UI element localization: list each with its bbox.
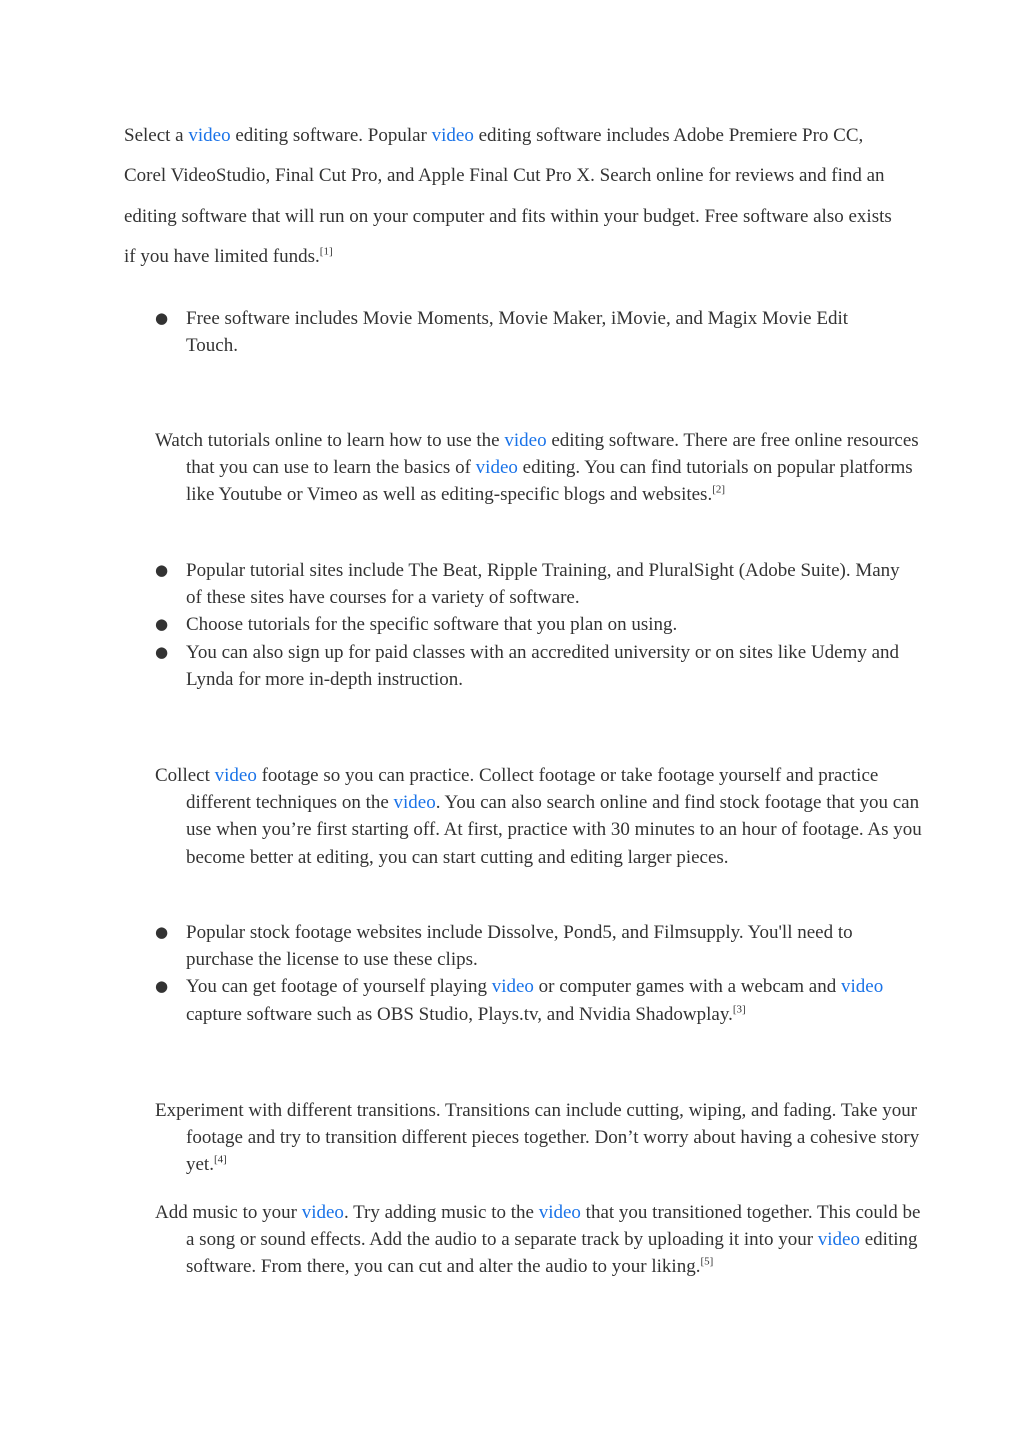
list-item: ● You can get footage of yourself playing video or computer games with a webcam and video capture software such as OBS Studio, Plays.tv, and Nvidia Shadowplay.[3] bbox=[155, 973, 900, 1027]
bullet-icon: ● bbox=[155, 642, 169, 661]
video-link[interactable]: video bbox=[301, 1202, 344, 1223]
video-link[interactable]: video bbox=[538, 1202, 581, 1223]
video-link[interactable]: video bbox=[393, 792, 436, 814]
list-item: ● Free software includes Movie Moments, Movie Maker, iMovie, and Magix Movie Edit Touch. bbox=[155, 305, 900, 359]
text: editing software. Popular bbox=[230, 125, 432, 146]
video-link[interactable]: video bbox=[431, 125, 474, 146]
tutorials-bullet-list bbox=[155, 557, 900, 693]
bullet-icon: ● bbox=[155, 977, 169, 996]
footage-bullet-list bbox=[155, 919, 900, 1028]
bullet-icon: ● bbox=[155, 561, 169, 579]
reference-marker[interactable]: [1] bbox=[319, 245, 333, 258]
video-link[interactable]: video bbox=[188, 125, 231, 146]
intro-paragraph bbox=[124, 116, 904, 277]
video-link[interactable]: video bbox=[817, 1229, 860, 1251]
list-item: ● Popular stock footage websites include Dissolve, Pond5, and Filmsupply. You'll need to purchase the license to use these clips. bbox=[155, 919, 900, 973]
video-link[interactable]: video bbox=[504, 430, 547, 451]
music-paragraph: Add music to your video. Try adding music to the video that you transitioned together. This could be a song or sound effects. Add the audio to a separate track by uploading it into your video editing software. From there, you can cut and alter the audio to your liking.[5] bbox=[155, 1202, 921, 1278]
list-item: ● Popular tutorial sites include The Beat, Ripple Training, and PluralSight (Adobe Suite). Many of these sites have courses for a variety of software. bbox=[155, 557, 900, 611]
bullet-icon: ● bbox=[155, 923, 169, 941]
bullet-icon: ● bbox=[155, 615, 169, 634]
video-link[interactable]: video bbox=[491, 976, 534, 998]
footage-paragraph: Collect video footage so you can practice. Collect footage or take footage yourself and practice different techniques on the video. You can also search online and find stock footage that you can use when you’re first starting off. At first, practice with 30 minutes to an hour of footage. As you become better at editing, you can start cutting and editing larger pieces. bbox=[155, 765, 922, 868]
reference-marker[interactable]: [4] bbox=[213, 1154, 227, 1167]
reference-marker[interactable]: [5] bbox=[700, 1256, 714, 1269]
reference-marker[interactable]: [2] bbox=[712, 484, 726, 497]
text: editing software includes Adobe Premiere Pro CC, Corel VideoStudio, Final Cut Pro, and Apple Final Cut Pro X. Search online for reviews and find an editing software that will run on your computer and fits within your budget. Free software also exists if you have limited funds. bbox=[124, 125, 892, 267]
video-link[interactable]: video bbox=[214, 765, 257, 786]
tutorials-paragraph: Watch tutorials online to learn how to use the video editing software. There are free online resources that you can use to learn the basics of video editing. You can find tutorials on popular platforms like Youtube or Vimeo as well as editing-specific blogs and websites.[2] bbox=[155, 430, 919, 506]
video-link[interactable]: video bbox=[840, 976, 884, 998]
intro-bullet-list bbox=[155, 305, 900, 359]
list-item: ● You can also sign up for paid classes with an accredited university or on sites like Udemy and Lynda for more in-depth instruction. bbox=[155, 639, 900, 693]
bullet-icon: ● bbox=[155, 309, 169, 327]
list-item: ● Choose tutorials for the specific software that you plan on using. bbox=[155, 611, 900, 638]
text: Select a bbox=[124, 125, 189, 146]
reference-marker[interactable]: [3] bbox=[732, 1003, 746, 1016]
transitions-paragraph: Experiment with different transitions. Transitions can include cutting, wiping, and fading. Take your footage and try to transition different pieces together. Don’t worry about having a cohesive story yet.[4] bbox=[155, 1100, 920, 1176]
video-link[interactable]: video bbox=[475, 457, 518, 479]
